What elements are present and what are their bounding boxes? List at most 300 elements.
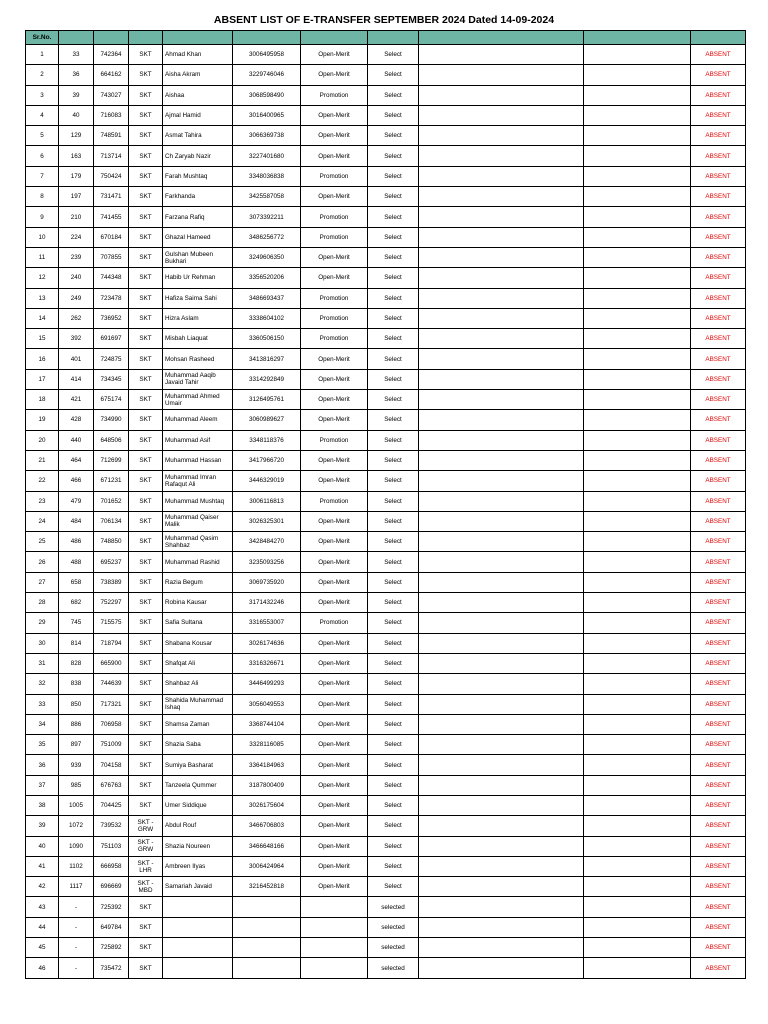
selection-cell: Select bbox=[368, 674, 419, 694]
phone-cell: 3348036838 bbox=[233, 166, 301, 186]
status-cell: ABSENT bbox=[691, 511, 746, 531]
name-cell: Razia Begum bbox=[163, 572, 233, 592]
category-cell: Open-Merit bbox=[301, 268, 368, 288]
name-cell: Shazia Noureen bbox=[163, 836, 233, 856]
roll-no-cell: - bbox=[59, 917, 94, 937]
blank-cell bbox=[584, 958, 691, 978]
selection-cell: Select bbox=[368, 410, 419, 430]
blank-cell bbox=[419, 613, 584, 633]
status-cell: ABSENT bbox=[691, 572, 746, 592]
sr-no-cell: 35 bbox=[26, 735, 59, 755]
id-cell: 724875 bbox=[94, 349, 129, 369]
blank-cell bbox=[584, 572, 691, 592]
district-cell: SKT - GRW bbox=[129, 836, 163, 856]
category-cell: Promotion bbox=[301, 166, 368, 186]
name-cell bbox=[163, 938, 233, 958]
sr-no-cell: 28 bbox=[26, 593, 59, 613]
blank-cell bbox=[419, 207, 584, 227]
roll-no-cell: 1102 bbox=[59, 856, 94, 876]
blank-cell bbox=[584, 308, 691, 328]
selection-cell: Select bbox=[368, 795, 419, 815]
id-cell: 676763 bbox=[94, 775, 129, 795]
category-cell bbox=[301, 958, 368, 978]
sr-no-cell: 46 bbox=[26, 958, 59, 978]
phone-cell: 3026174636 bbox=[233, 633, 301, 653]
blank-cell bbox=[419, 714, 584, 734]
roll-no-cell: 479 bbox=[59, 491, 94, 511]
status-cell: ABSENT bbox=[691, 187, 746, 207]
name-cell: Tanzeela Qummer bbox=[163, 775, 233, 795]
selection-cell: Select bbox=[368, 877, 419, 897]
table-row bbox=[26, 288, 746, 308]
table-row bbox=[26, 958, 746, 978]
name-cell: Aishaa bbox=[163, 85, 233, 105]
selection-cell: Select bbox=[368, 390, 419, 410]
roll-no-cell: 210 bbox=[59, 207, 94, 227]
blank-cell bbox=[584, 633, 691, 653]
name-cell: Umer Siddique bbox=[163, 795, 233, 815]
table-row bbox=[26, 126, 746, 146]
status-cell: ABSENT bbox=[691, 877, 746, 897]
selection-cell: Select bbox=[368, 65, 419, 85]
roll-no-cell: 392 bbox=[59, 329, 94, 349]
sr-no-cell: 27 bbox=[26, 572, 59, 592]
table-row bbox=[26, 450, 746, 470]
phone-cell: 3216452818 bbox=[233, 877, 301, 897]
table-row bbox=[26, 511, 746, 531]
phone-cell: 3235093256 bbox=[233, 552, 301, 572]
name-cell: Muhammad Hassan bbox=[163, 450, 233, 470]
roll-no-cell: 428 bbox=[59, 410, 94, 430]
id-cell: 744639 bbox=[94, 674, 129, 694]
roll-no-cell: 249 bbox=[59, 288, 94, 308]
name-cell: Farzana Rafiq bbox=[163, 207, 233, 227]
roll-no-cell: 40 bbox=[59, 105, 94, 125]
name-cell: Muhammad Imran Rafaqut Ali bbox=[163, 471, 233, 491]
blank-cell bbox=[584, 146, 691, 166]
district-cell: SKT bbox=[129, 187, 163, 207]
name-cell: Hafiza Saima Sahi bbox=[163, 288, 233, 308]
id-cell: 664162 bbox=[94, 65, 129, 85]
id-cell: 706134 bbox=[94, 511, 129, 531]
id-cell: 717321 bbox=[94, 694, 129, 714]
blank-cell bbox=[419, 491, 584, 511]
roll-no-cell: 886 bbox=[59, 714, 94, 734]
id-cell: 731471 bbox=[94, 187, 129, 207]
district-cell: SKT bbox=[129, 268, 163, 288]
category-cell: Promotion bbox=[301, 85, 368, 105]
table-row bbox=[26, 410, 746, 430]
id-cell: 665900 bbox=[94, 653, 129, 673]
blank-cell bbox=[419, 187, 584, 207]
header-blank-2 bbox=[584, 31, 691, 45]
roll-no-cell: 33 bbox=[59, 45, 94, 65]
status-cell: ABSENT bbox=[691, 653, 746, 673]
status-cell: ABSENT bbox=[691, 795, 746, 815]
table-header-row bbox=[26, 31, 746, 45]
category-cell: Open-Merit bbox=[301, 674, 368, 694]
blank-cell bbox=[419, 572, 584, 592]
header-roll-no bbox=[59, 31, 94, 45]
status-cell: ABSENT bbox=[691, 146, 746, 166]
category-cell: Open-Merit bbox=[301, 755, 368, 775]
table-row bbox=[26, 877, 746, 897]
sr-no-cell: 26 bbox=[26, 552, 59, 572]
phone-cell: 3428484270 bbox=[233, 532, 301, 552]
status-cell: ABSENT bbox=[691, 856, 746, 876]
table-row bbox=[26, 45, 746, 65]
table-row bbox=[26, 430, 746, 450]
roll-no-cell: 985 bbox=[59, 775, 94, 795]
selection-cell: Select bbox=[368, 552, 419, 572]
blank-cell bbox=[584, 836, 691, 856]
blank-cell bbox=[419, 410, 584, 430]
table-row bbox=[26, 714, 746, 734]
status-cell: ABSENT bbox=[691, 390, 746, 410]
id-cell: 718794 bbox=[94, 633, 129, 653]
sr-no-cell: 13 bbox=[26, 288, 59, 308]
selection-cell: Select bbox=[368, 694, 419, 714]
blank-cell bbox=[584, 45, 691, 65]
selection-cell: Select bbox=[368, 349, 419, 369]
table-row bbox=[26, 369, 746, 389]
roll-no-cell: 240 bbox=[59, 268, 94, 288]
name-cell: Sumiya Basharat bbox=[163, 755, 233, 775]
id-cell: 736952 bbox=[94, 308, 129, 328]
phone-cell: 3073392211 bbox=[233, 207, 301, 227]
sr-no-cell: 38 bbox=[26, 795, 59, 815]
page-title: ABSENT LIST OF E-TRANSFER SEPTEMBER 2024 Dated 14-09-2024 bbox=[213, 14, 555, 26]
roll-no-cell: 1072 bbox=[59, 816, 94, 836]
table-row bbox=[26, 674, 746, 694]
sr-no-cell: 15 bbox=[26, 329, 59, 349]
table-row bbox=[26, 775, 746, 795]
blank-cell bbox=[584, 430, 691, 450]
selection-cell: Select bbox=[368, 816, 419, 836]
table-row bbox=[26, 187, 746, 207]
phone-cell: 3360506150 bbox=[233, 329, 301, 349]
table-row bbox=[26, 653, 746, 673]
category-cell: Open-Merit bbox=[301, 471, 368, 491]
id-cell: 734345 bbox=[94, 369, 129, 389]
blank-cell bbox=[584, 187, 691, 207]
blank-cell bbox=[584, 775, 691, 795]
id-cell: 715575 bbox=[94, 613, 129, 633]
category-cell: Open-Merit bbox=[301, 856, 368, 876]
blank-cell bbox=[419, 795, 584, 815]
district-cell: SKT bbox=[129, 653, 163, 673]
district-cell: SKT bbox=[129, 532, 163, 552]
category-cell: Open-Merit bbox=[301, 390, 368, 410]
sr-no-cell: 9 bbox=[26, 207, 59, 227]
sr-no-cell: 23 bbox=[26, 491, 59, 511]
name-cell: Aisha Akram bbox=[163, 65, 233, 85]
selection-cell: Select bbox=[368, 633, 419, 653]
table-row bbox=[26, 227, 746, 247]
header-blank-1 bbox=[419, 31, 584, 45]
phone-cell: 3466706803 bbox=[233, 816, 301, 836]
id-cell: 738389 bbox=[94, 572, 129, 592]
sr-no-cell: 25 bbox=[26, 532, 59, 552]
selection-cell: Select bbox=[368, 511, 419, 531]
selection-cell: Select bbox=[368, 105, 419, 125]
id-cell: 725392 bbox=[94, 897, 129, 917]
blank-cell bbox=[584, 85, 691, 105]
phone-cell: 3338604102 bbox=[233, 308, 301, 328]
blank-cell bbox=[419, 329, 584, 349]
district-cell: SKT bbox=[129, 207, 163, 227]
phone-cell: 3229746046 bbox=[233, 65, 301, 85]
district-cell: SKT bbox=[129, 247, 163, 267]
blank-cell bbox=[419, 65, 584, 85]
name-cell: Muhammad Mushtaq bbox=[163, 491, 233, 511]
selection-cell: Select bbox=[368, 836, 419, 856]
district-cell: SKT bbox=[129, 674, 163, 694]
district-cell: SKT bbox=[129, 329, 163, 349]
name-cell: Ambreen Ilyas bbox=[163, 856, 233, 876]
district-cell: SKT bbox=[129, 227, 163, 247]
category-cell: Promotion bbox=[301, 491, 368, 511]
table-row bbox=[26, 816, 746, 836]
status-cell: ABSENT bbox=[691, 126, 746, 146]
district-cell: SKT bbox=[129, 755, 163, 775]
category-cell: Open-Merit bbox=[301, 714, 368, 734]
phone-cell: 3356520206 bbox=[233, 268, 301, 288]
status-cell: ABSENT bbox=[691, 958, 746, 978]
roll-no-cell: - bbox=[59, 958, 94, 978]
selection-cell: Select bbox=[368, 613, 419, 633]
id-cell: 712699 bbox=[94, 450, 129, 470]
id-cell: 704158 bbox=[94, 755, 129, 775]
name-cell: Ahmad Khan bbox=[163, 45, 233, 65]
category-cell: Open-Merit bbox=[301, 532, 368, 552]
name-cell: Hizra Aslam bbox=[163, 308, 233, 328]
blank-cell bbox=[419, 775, 584, 795]
district-cell: SKT bbox=[129, 288, 163, 308]
table-row bbox=[26, 268, 746, 288]
status-cell: ABSENT bbox=[691, 917, 746, 937]
table-row bbox=[26, 532, 746, 552]
blank-cell bbox=[584, 856, 691, 876]
roll-no-cell: 239 bbox=[59, 247, 94, 267]
district-cell: SKT bbox=[129, 958, 163, 978]
roll-no-cell: 224 bbox=[59, 227, 94, 247]
sr-no-cell: 6 bbox=[26, 146, 59, 166]
status-cell: ABSENT bbox=[691, 471, 746, 491]
district-cell: SKT bbox=[129, 349, 163, 369]
selection-cell: Select bbox=[368, 532, 419, 552]
sr-no-cell: 36 bbox=[26, 755, 59, 775]
category-cell: Open-Merit bbox=[301, 572, 368, 592]
district-cell: SKT - MBD bbox=[129, 877, 163, 897]
table-row bbox=[26, 938, 746, 958]
name-cell: Farah Mushtaq bbox=[163, 166, 233, 186]
blank-cell bbox=[584, 511, 691, 531]
category-cell: Open-Merit bbox=[301, 349, 368, 369]
name-cell: Muhammad Aaqib Javaid Tahir bbox=[163, 369, 233, 389]
district-cell: SKT bbox=[129, 714, 163, 734]
roll-no-cell: 39 bbox=[59, 85, 94, 105]
district-cell: SKT bbox=[129, 85, 163, 105]
district-cell: SKT bbox=[129, 897, 163, 917]
phone-cell: 3314292849 bbox=[233, 369, 301, 389]
phone-cell: 3368744104 bbox=[233, 714, 301, 734]
district-cell: SKT bbox=[129, 166, 163, 186]
selection-cell: Select bbox=[368, 369, 419, 389]
id-cell: 734990 bbox=[94, 410, 129, 430]
blank-cell bbox=[584, 674, 691, 694]
table-row bbox=[26, 572, 746, 592]
name-cell: Abdul Rouf bbox=[163, 816, 233, 836]
status-cell: ABSENT bbox=[691, 633, 746, 653]
header-name bbox=[163, 31, 233, 45]
table-row bbox=[26, 146, 746, 166]
table-row bbox=[26, 65, 746, 85]
id-cell: 648506 bbox=[94, 430, 129, 450]
category-cell: Open-Merit bbox=[301, 187, 368, 207]
table-row bbox=[26, 349, 746, 369]
phone-cell: 3446499293 bbox=[233, 674, 301, 694]
category-cell: Open-Merit bbox=[301, 369, 368, 389]
phone-cell: 3026325301 bbox=[233, 511, 301, 531]
category-cell: Open-Merit bbox=[301, 653, 368, 673]
blank-cell bbox=[419, 816, 584, 836]
phone-cell: 3171432246 bbox=[233, 593, 301, 613]
blank-cell bbox=[419, 897, 584, 917]
id-cell: 713714 bbox=[94, 146, 129, 166]
blank-cell bbox=[584, 552, 691, 572]
status-cell: ABSENT bbox=[691, 694, 746, 714]
district-cell: SKT bbox=[129, 775, 163, 795]
selection-cell: Select bbox=[368, 288, 419, 308]
name-cell: Shafqat Ali bbox=[163, 653, 233, 673]
blank-cell bbox=[584, 126, 691, 146]
status-cell: ABSENT bbox=[691, 288, 746, 308]
category-cell bbox=[301, 897, 368, 917]
selection-cell: Select bbox=[368, 593, 419, 613]
category-cell: Open-Merit bbox=[301, 45, 368, 65]
phone-cell: 3328116085 bbox=[233, 735, 301, 755]
id-cell: 707855 bbox=[94, 247, 129, 267]
roll-no-cell: 486 bbox=[59, 532, 94, 552]
district-cell: SKT bbox=[129, 593, 163, 613]
name-cell bbox=[163, 917, 233, 937]
id-cell: 671231 bbox=[94, 471, 129, 491]
name-cell: Muhammad Qasim Shahbaz bbox=[163, 532, 233, 552]
status-cell: ABSENT bbox=[691, 349, 746, 369]
blank-cell bbox=[584, 491, 691, 511]
sr-no-cell: 11 bbox=[26, 247, 59, 267]
header-id bbox=[94, 31, 129, 45]
table-row bbox=[26, 897, 746, 917]
table-body bbox=[26, 45, 746, 979]
blank-cell bbox=[419, 166, 584, 186]
table-row bbox=[26, 329, 746, 349]
phone-cell: 3006495958 bbox=[233, 45, 301, 65]
district-cell: SKT bbox=[129, 45, 163, 65]
blank-cell bbox=[584, 816, 691, 836]
selection-cell: Select bbox=[368, 85, 419, 105]
roll-no-cell: 163 bbox=[59, 146, 94, 166]
category-cell: Open-Merit bbox=[301, 775, 368, 795]
status-cell: ABSENT bbox=[691, 735, 746, 755]
status-cell: ABSENT bbox=[691, 430, 746, 450]
name-cell: Muhammad Rashid bbox=[163, 552, 233, 572]
status-cell: ABSENT bbox=[691, 613, 746, 633]
blank-cell bbox=[584, 694, 691, 714]
blank-cell bbox=[584, 410, 691, 430]
name-cell: Shahbaz Ali bbox=[163, 674, 233, 694]
sr-no-cell: 33 bbox=[26, 694, 59, 714]
phone-cell: 3417966720 bbox=[233, 450, 301, 470]
sr-no-cell: 32 bbox=[26, 674, 59, 694]
status-cell: ABSENT bbox=[691, 532, 746, 552]
selection-cell: Select bbox=[368, 714, 419, 734]
name-cell: Muhammad Ahmed Umair bbox=[163, 390, 233, 410]
blank-cell bbox=[419, 532, 584, 552]
selection-cell: Select bbox=[368, 775, 419, 795]
table-row bbox=[26, 390, 746, 410]
status-cell: ABSENT bbox=[691, 85, 746, 105]
sr-no-cell: 41 bbox=[26, 856, 59, 876]
phone-cell bbox=[233, 897, 301, 917]
blank-cell bbox=[419, 653, 584, 673]
blank-cell bbox=[584, 207, 691, 227]
blank-cell bbox=[584, 268, 691, 288]
blank-cell bbox=[584, 877, 691, 897]
sr-no-cell: 34 bbox=[26, 714, 59, 734]
table-row bbox=[26, 593, 746, 613]
table-row bbox=[26, 795, 746, 815]
blank-cell bbox=[419, 735, 584, 755]
category-cell: Promotion bbox=[301, 288, 368, 308]
blank-cell bbox=[584, 349, 691, 369]
roll-no-cell: 1005 bbox=[59, 795, 94, 815]
phone-cell: 3069735920 bbox=[233, 572, 301, 592]
blank-cell bbox=[584, 613, 691, 633]
category-cell: Open-Merit bbox=[301, 836, 368, 856]
category-cell: Promotion bbox=[301, 227, 368, 247]
status-cell: ABSENT bbox=[691, 65, 746, 85]
district-cell: SKT bbox=[129, 126, 163, 146]
blank-cell bbox=[419, 958, 584, 978]
selection-cell: Select bbox=[368, 268, 419, 288]
blank-cell bbox=[584, 247, 691, 267]
category-cell: Open-Merit bbox=[301, 633, 368, 653]
blank-cell bbox=[419, 105, 584, 125]
phone-cell bbox=[233, 958, 301, 978]
status-cell: ABSENT bbox=[691, 491, 746, 511]
category-cell: Promotion bbox=[301, 613, 368, 633]
header-district bbox=[129, 31, 163, 45]
selection-cell: Select bbox=[368, 227, 419, 247]
status-cell: ABSENT bbox=[691, 268, 746, 288]
phone-cell: 3249606350 bbox=[233, 247, 301, 267]
status-cell: ABSENT bbox=[691, 105, 746, 125]
phone-cell bbox=[233, 938, 301, 958]
table-row bbox=[26, 105, 746, 125]
sr-no-cell: 10 bbox=[26, 227, 59, 247]
phone-cell: 3316553007 bbox=[233, 613, 301, 633]
blank-cell bbox=[419, 471, 584, 491]
id-cell: 666958 bbox=[94, 856, 129, 876]
district-cell: SKT bbox=[129, 552, 163, 572]
sr-no-cell: 39 bbox=[26, 816, 59, 836]
header-status bbox=[691, 31, 746, 45]
category-cell: Promotion bbox=[301, 329, 368, 349]
roll-no-cell: 484 bbox=[59, 511, 94, 531]
district-cell: SKT bbox=[129, 450, 163, 470]
